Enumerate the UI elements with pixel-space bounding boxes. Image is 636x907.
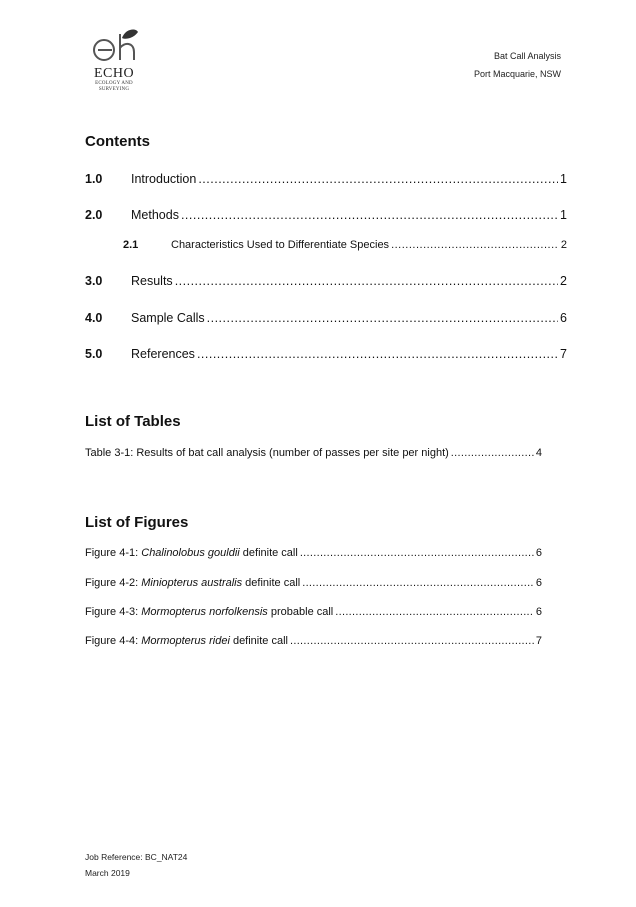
toc-leader — [207, 311, 558, 325]
contents-heading: Contents — [85, 133, 150, 150]
toc-leader — [175, 274, 558, 288]
toc-number: 4.0 — [85, 311, 103, 325]
toc-label: Results — [131, 274, 173, 288]
figure-suffix: definite call — [242, 577, 301, 589]
figure-entry-page: 6 — [535, 577, 542, 589]
figure-species: Miniopterus australis — [141, 577, 243, 589]
figure-suffix: definite call — [239, 547, 298, 559]
toc-number: 3.0 — [85, 274, 103, 288]
toc-number: 2.0 — [85, 208, 103, 222]
figure-suffix: probable call — [267, 606, 334, 618]
toc-page: 2 — [560, 239, 567, 251]
table-entry-label: Table 3-1: Results of bat call analysis (number of passes per site per night) — [85, 447, 449, 459]
echo-leaf-icon — [86, 26, 146, 68]
toc-entry[interactable] — [85, 208, 567, 222]
figure-entry-leader — [302, 577, 534, 589]
logo-text — [84, 67, 144, 93]
footer-date: March 2019 — [85, 868, 130, 878]
toc-page: 1 — [560, 172, 567, 186]
toc-label: Introduction — [131, 172, 197, 186]
figure-prefix: Figure 4-2: — [85, 577, 142, 589]
toc-label: Methods — [131, 208, 179, 222]
toc-leader — [181, 208, 558, 222]
footer-job-reference: Job Reference: BC_NAT24 — [85, 852, 188, 862]
toc-leader — [198, 172, 558, 186]
figure-entry-page: 6 — [535, 606, 542, 618]
figure-suffix: definite call — [229, 635, 288, 647]
figures-heading: List of Figures — [85, 514, 189, 531]
toc-page: 6 — [560, 311, 567, 325]
toc-subentry[interactable] — [123, 239, 567, 251]
figure-entry-page: 6 — [535, 547, 542, 559]
toc-entry[interactable] — [85, 311, 567, 325]
toc-number: 5.0 — [85, 347, 103, 361]
toc-entry[interactable] — [85, 347, 567, 361]
figure-species: Mormopterus norfolkensis — [141, 606, 268, 618]
toc-page: 2 — [560, 274, 567, 288]
logo-name: ECHO — [93, 66, 135, 81]
table-entry-page: 4 — [535, 447, 542, 459]
toc-label: Characteristics Used to Differentiate Species — [171, 239, 390, 251]
figure-entry-page: 7 — [535, 635, 542, 647]
figure-prefix: Figure 4-4: — [85, 635, 142, 647]
toc-page: 1 — [560, 208, 567, 222]
toc-entry[interactable] — [85, 172, 567, 186]
toc-label: Sample Calls — [131, 311, 205, 325]
toc-label: References — [131, 347, 195, 361]
table-entry-leader — [451, 447, 534, 459]
figure-entry-label — [85, 577, 300, 589]
figure-entry[interactable] — [85, 577, 542, 589]
tables-heading: List of Tables — [85, 413, 181, 430]
toc-number: 1.0 — [85, 172, 103, 186]
logo-subtitle-2: SURVEYING — [98, 87, 130, 92]
figure-species: Chalinolobus gouldii — [141, 547, 240, 559]
toc-entry[interactable] — [85, 274, 567, 288]
toc-page: 7 — [560, 347, 567, 361]
figure-entry-leader — [300, 547, 534, 559]
header-location: Port Macquarie, NSW — [473, 69, 561, 79]
figure-entry-label — [85, 635, 288, 647]
toc-number: 2.1 — [123, 239, 139, 251]
figure-prefix: Figure 4-1: — [85, 547, 142, 559]
header-title: Bat Call Analysis — [493, 51, 561, 61]
figure-entry[interactable] — [85, 547, 542, 559]
logo-subtitle-1: ECOLOGY AND — [95, 81, 133, 86]
figure-species: Mormopterus ridei — [141, 635, 230, 647]
toc-leader — [391, 239, 559, 251]
figure-entry[interactable] — [85, 635, 542, 647]
figure-entry-leader — [290, 635, 534, 647]
figure-entry-label — [85, 606, 333, 618]
figure-prefix: Figure 4-3: — [85, 606, 142, 618]
figure-entry-leader — [335, 606, 534, 618]
toc-leader — [197, 347, 558, 361]
table-entry[interactable] — [85, 447, 542, 459]
figure-entry[interactable] — [85, 606, 542, 618]
figure-entry-label — [85, 547, 298, 559]
